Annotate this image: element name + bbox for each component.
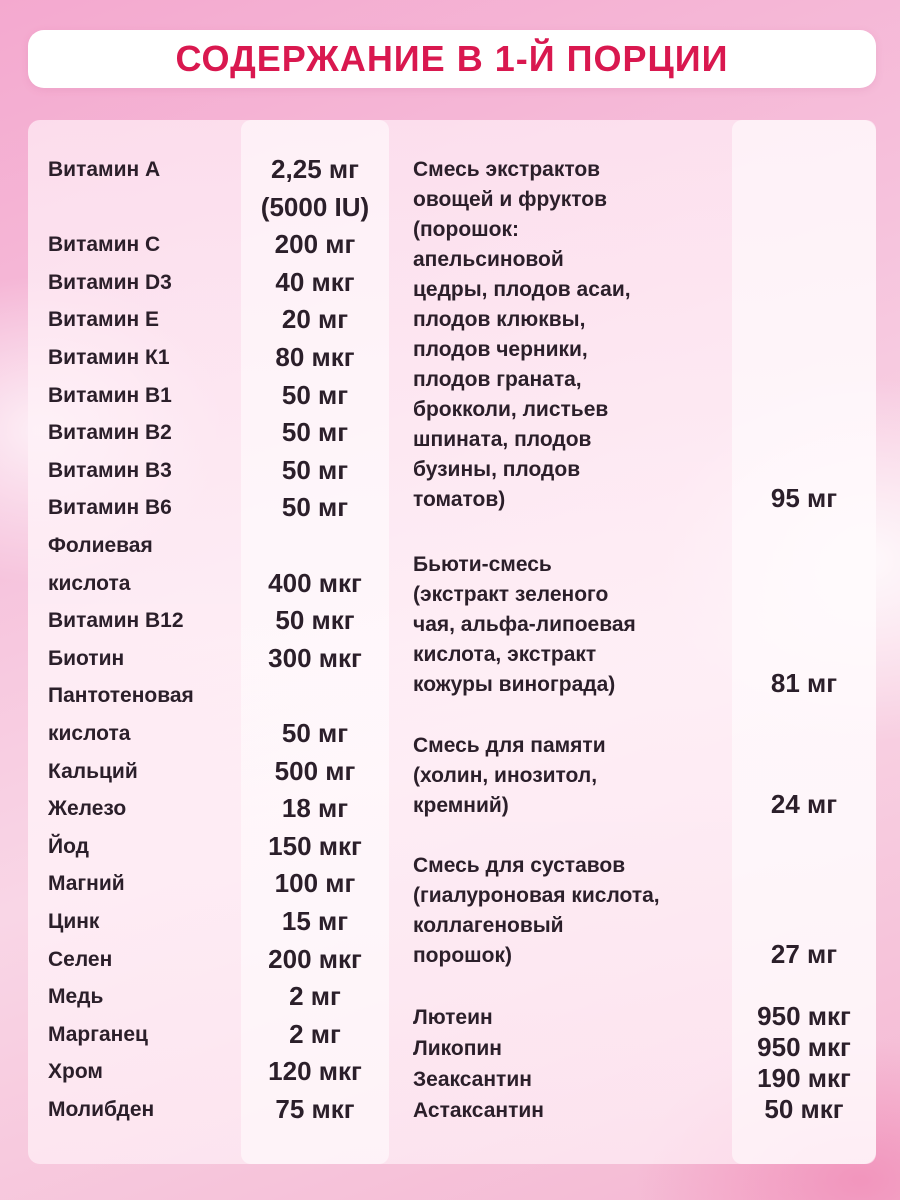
nutrient-name: кислота xyxy=(48,722,131,745)
nutrient-amount: (5000 IU) xyxy=(260,192,370,222)
nutrient-amount: 200 мкг xyxy=(268,944,362,974)
nutrient-amount: 200 мг xyxy=(274,229,356,259)
carotenoid-amount: 50 мкг xyxy=(764,1094,844,1124)
blend-amount: 24 мг xyxy=(770,789,838,819)
nutrient-amount: 50 мг xyxy=(281,417,349,447)
blend-line: цедры, плодов асаи, xyxy=(413,278,631,301)
nutrient-name: Витамин В3 xyxy=(48,459,172,482)
blend-line: овощей и фруктов xyxy=(413,188,608,211)
blend-line: Смесь экстрактов xyxy=(413,158,601,181)
nutrient-name: Цинк xyxy=(48,910,100,933)
nutrient-name: Магний xyxy=(48,872,125,895)
blend-line: плодов клюквы, xyxy=(413,308,586,331)
nutrient-name: Фолиевая xyxy=(48,534,153,557)
nutrient-name: Витамин В6 xyxy=(48,496,172,519)
nutrient-amount: 400 мкг xyxy=(268,568,362,598)
carotenoid-amount: 950 мкг xyxy=(757,1001,851,1031)
blend-amount: 95 мг xyxy=(770,483,838,513)
blend-line: брокколи, листьев xyxy=(413,398,609,421)
blend-description xyxy=(413,550,733,700)
blend-line: апельсиновой xyxy=(413,248,564,271)
carotenoid-name: Зеаксантин xyxy=(413,1068,532,1091)
blend-line: (экстракт зеленого xyxy=(413,583,609,606)
carotenoid-amount: 190 мкг xyxy=(757,1063,851,1093)
nutrient-name: Витамин В2 xyxy=(48,421,172,444)
carotenoid-name: Ликопин xyxy=(413,1037,502,1060)
blend-line: Смесь для памяти xyxy=(413,734,606,757)
blend-amount: 27 мг xyxy=(770,939,838,969)
nutrient-amount: 18 мг xyxy=(281,793,349,823)
blend-line: шпината, плодов xyxy=(413,428,592,451)
blend-line: плодов черники, xyxy=(413,338,588,361)
nutrient-name: Железо xyxy=(48,797,127,820)
nutrient-amount: 50 мг xyxy=(281,380,349,410)
nutrient-name: Витамин В12 xyxy=(48,609,184,632)
blend-description xyxy=(413,731,733,821)
nutrient-name: Витамин А xyxy=(48,158,161,181)
nutrient-name: кислота xyxy=(48,572,131,595)
nutrient-name: Медь xyxy=(48,985,104,1008)
blend-line: коллагеновый xyxy=(413,914,564,937)
carotenoid-name: Лютеин xyxy=(413,1006,493,1029)
nutrient-name: Молибден xyxy=(48,1098,155,1121)
carotenoid-name: Астаксантин xyxy=(413,1099,544,1122)
blend-line: (гиалуроновая кислота, xyxy=(413,884,660,907)
nutrient-amount: 50 мг xyxy=(281,455,349,485)
blend-line: Смесь для суставов xyxy=(413,854,626,877)
nutrient-amount: 500 мг xyxy=(274,756,356,786)
nutrient-amount: 100 мг xyxy=(274,868,356,898)
nutrient-amount: 150 мкг xyxy=(268,831,362,861)
nutrient-amount: 75 мкг xyxy=(275,1094,355,1124)
nutrient-name: Марганец xyxy=(48,1023,148,1046)
blend-amount: 81 мг xyxy=(770,668,838,698)
nutrient-name: Хром xyxy=(48,1060,103,1083)
nutrient-amount: 2,25 мг xyxy=(271,154,359,184)
blend-line: бузины, плодов xyxy=(413,458,581,481)
blend-description xyxy=(413,851,733,971)
nutrient-amount: 50 мг xyxy=(281,492,349,522)
nutrient-name: Витамин С xyxy=(48,233,161,256)
nutrient-name: Витамин К1 xyxy=(48,346,170,369)
nutrient-amount: 20 мг xyxy=(281,304,349,334)
nutrient-name: Биотин xyxy=(48,647,125,670)
nutrient-name: Витамин Е xyxy=(48,308,160,331)
blend-line: кожуры винограда) xyxy=(413,673,616,696)
page-title: СОДЕРЖАНИЕ В 1-Й ПОРЦИИ xyxy=(175,38,729,79)
nutrient-name: Кальций xyxy=(48,760,138,783)
nutrient-amount: 300 мкг xyxy=(268,643,362,673)
nutrient-name: Пантотеновая xyxy=(48,684,194,707)
carotenoid-amount: 950 мкг xyxy=(757,1032,851,1062)
nutrient-amount: 2 мг xyxy=(289,981,341,1011)
nutrient-name: Йод xyxy=(48,835,89,858)
blend-line: кислота, экстракт xyxy=(413,643,597,666)
title-banner xyxy=(28,30,876,88)
nutrient-name: Витамин D3 xyxy=(48,271,172,294)
blend-line: Бьюти-смесь xyxy=(413,553,552,576)
nutrient-name: Селен xyxy=(48,948,113,971)
nutrient-amount: 120 мкг xyxy=(268,1056,362,1086)
blend-line: томатов) xyxy=(413,488,506,511)
blend-line: (холин, инозитол, xyxy=(413,764,598,787)
nutrient-amount: 15 мг xyxy=(281,906,349,936)
blend-description xyxy=(413,155,733,515)
blend-line: кремний) xyxy=(413,794,509,817)
blend-line: плодов граната, xyxy=(413,368,582,391)
nutrient-amount: 50 мг xyxy=(281,718,349,748)
nutrient-name: Витамин В1 xyxy=(48,384,172,407)
blend-line: порошок) xyxy=(413,944,513,967)
blend-line: чая, альфа-липоевая xyxy=(413,613,636,636)
blend-line: (порошок: xyxy=(413,218,519,241)
nutrient-amount: 2 мг xyxy=(289,1019,341,1049)
nutrient-amount: 40 мкг xyxy=(275,267,355,297)
nutrient-amount: 80 мкг xyxy=(275,342,355,372)
nutrient-amount: 50 мкг xyxy=(275,605,355,635)
